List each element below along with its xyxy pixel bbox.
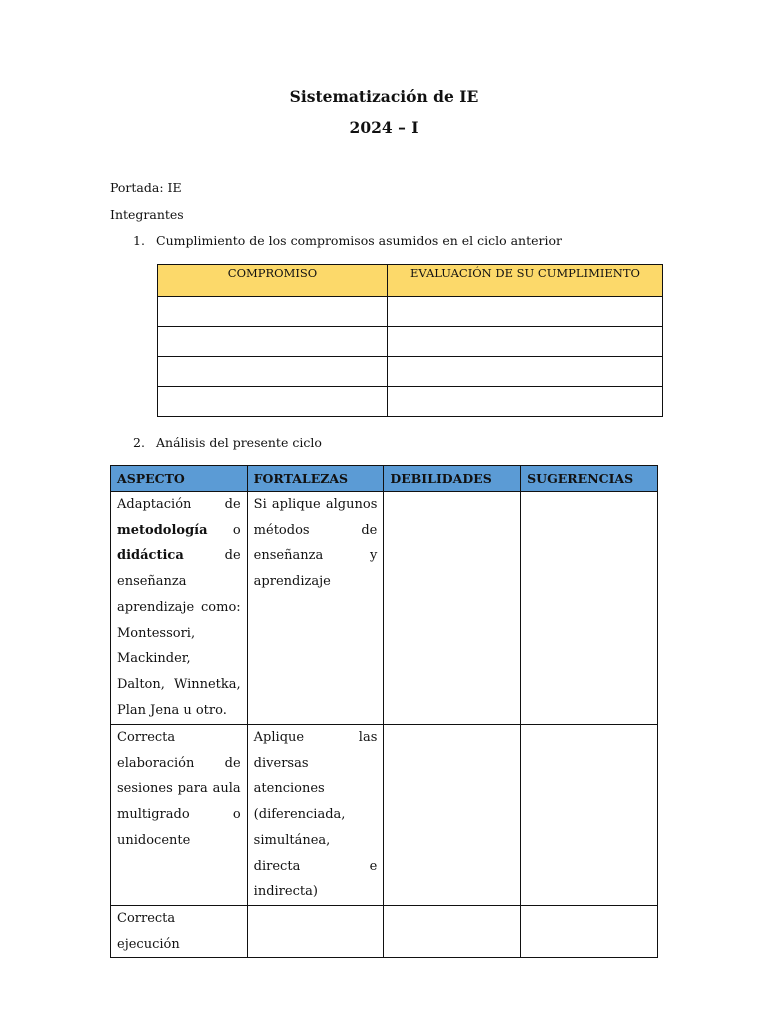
header-evaluacion: EVALUACIÓN DE SU CUMPLIMIENTO — [388, 265, 663, 297]
aspecto-text — [117, 725, 241, 854]
aspecto-fragment: Correcta elaboración de sesiones para aula multigrado o unidocente — [117, 730, 241, 848]
aspecto-cell — [111, 725, 248, 906]
fortalezas-cell — [247, 905, 384, 957]
analisis-header-row — [111, 466, 658, 492]
compromiso-cell — [158, 357, 388, 387]
evaluacion-cell — [388, 357, 663, 387]
debilidades-cell — [384, 725, 521, 906]
header-sugerencias: SUGERENCIAS — [521, 466, 658, 492]
aspecto-cell — [111, 492, 248, 725]
section-1-text: Cumplimiento de los compromisos asumidos en el ciclo anterior — [156, 233, 562, 248]
fortalezas-cell — [247, 725, 384, 906]
aspecto-fragment: de enseñanza aprendizaje como: Montessori, Mackinder, Dalton, Winnetka, Plan Jena u otro. — [117, 548, 241, 718]
aspecto-fragment: Adaptación de — [117, 497, 241, 512]
analisis-row — [111, 725, 658, 906]
analisis-body — [111, 492, 658, 958]
analisis-row — [111, 492, 658, 725]
sugerencias-cell — [521, 905, 658, 957]
section-2-text: Análisis del presente ciclo — [156, 435, 322, 450]
compromiso-cell — [158, 387, 388, 417]
document-period: 2024 – I — [349, 118, 419, 137]
evaluacion-cell — [388, 387, 663, 417]
header-debilidades: DEBILIDADES — [384, 466, 521, 492]
compromiso-row — [158, 327, 663, 357]
sugerencias-cell — [521, 492, 658, 725]
header-aspecto: ASPECTO — [111, 466, 248, 492]
compromiso-cell — [158, 297, 388, 327]
compromisos-header-row — [158, 265, 663, 297]
section-1-heading — [133, 233, 562, 248]
fortalezas-text: Aplique las diversas atenciones (diferenciada, simultánea, directa e indirecta) — [253, 730, 378, 900]
section-2-number: 2. — [133, 435, 145, 450]
debilidades-cell — [384, 492, 521, 725]
portada-line: Portada: IE — [110, 180, 182, 195]
aspecto-text — [117, 492, 241, 723]
compromisos-table — [157, 264, 663, 417]
aspecto-text — [117, 906, 241, 957]
header-fortalezas: FORTALEZAS — [247, 466, 384, 492]
sugerencias-cell — [521, 725, 658, 906]
header-compromiso: COMPROMISO — [158, 265, 388, 297]
evaluacion-cell — [388, 327, 663, 357]
aspecto-cell — [111, 905, 248, 957]
analisis-table — [110, 465, 658, 958]
debilidades-cell — [384, 905, 521, 957]
compromiso-row — [158, 387, 663, 417]
aspecto-keyword: didáctica — [117, 548, 184, 564]
fortalezas-text: Si aplique algunos métodos de enseñanza y aprendizaje — [253, 497, 378, 590]
aspecto-fragment: Correcta ejecución — [117, 910, 180, 952]
aspecto-fragment: o — [207, 522, 241, 538]
analisis-row — [111, 905, 658, 957]
section-1-number: 1. — [133, 233, 145, 248]
fortalezas-cell — [247, 492, 384, 725]
compromiso-cell — [158, 327, 388, 357]
compromiso-row — [158, 357, 663, 387]
section-2-heading — [133, 435, 322, 450]
integrantes-line: Integrantes — [110, 207, 184, 222]
aspecto-keyword: metodología — [117, 522, 208, 538]
compromiso-row — [158, 297, 663, 327]
compromisos-body — [158, 297, 663, 417]
evaluacion-cell — [388, 297, 663, 327]
document-title: Sistematización de IE — [289, 87, 479, 106]
